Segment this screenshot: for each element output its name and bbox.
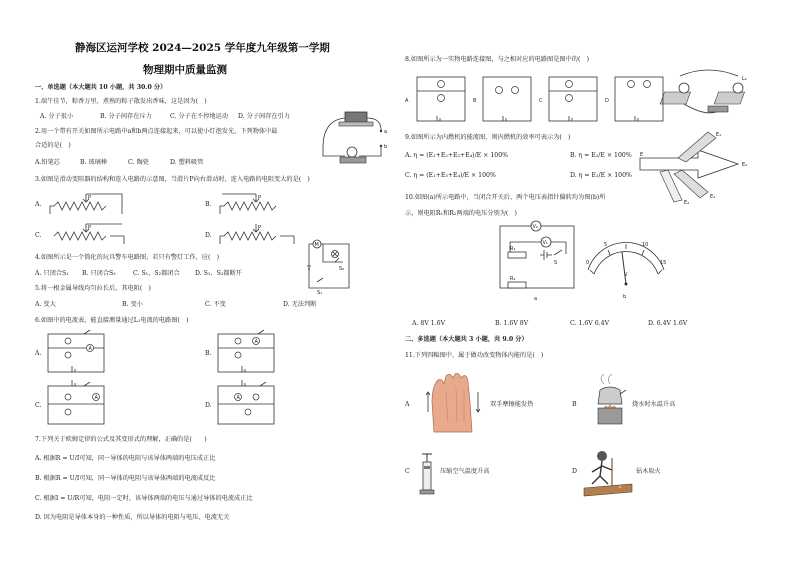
question-10-line1: 10.如图(a)所示电路中，当闭合开关后，两个电压表指针偏转均为图(b)所 [405,194,606,201]
switch-s2-icon [335,258,339,262]
q11-option-d-letter: D [572,468,577,475]
rheostat-figure-a [48,192,128,216]
steam-icon [601,374,612,384]
wood-log-icon [584,484,632,496]
question-7: 7.下列关于欧姆定律的公式及其变形式的理解，正确的是( ) [35,436,207,443]
svg-text:5: 5 [604,242,608,248]
question-1: 1.端午佳节，粽香万里，煮熟的粽子散发出香味，这是因为( ) [35,98,207,105]
q6-circuit-a [46,330,108,375]
needle-icon [622,252,626,284]
question-11: 11.下列四幅图中，属于做功改变物体内能的是( ) [405,352,544,359]
q4-option-a: A. 只闭合S₁ [35,270,69,277]
person-head [597,451,607,461]
q11-option-c-letter: C [405,468,410,475]
section-multiple-choice: 二、多选题（本大题共 3 小题，共 9.0 分） [405,336,528,343]
q4-circuit-figure [303,236,358,296]
exam-title-line2: 物理期中质量监测 [143,64,227,76]
q2-circuit-figure [315,108,390,170]
q10-circuit-a [496,222,578,300]
svg-text:S₁: S₁ [317,290,323,296]
q4-option-c: C. S₁、S₂都闭合 [133,270,180,277]
svg-text:E: E [640,152,644,158]
q11-option-c-caption: 压缩空气温度升高 [440,468,490,475]
svg-text:R₁: R₁ [510,246,516,252]
svg-text:V: V [624,272,628,278]
q11-option-a-letter: A [405,401,410,408]
q9-option-a: A. η = (E₁+E₂+E₃+E₄)/E × 100% [405,152,509,159]
svg-text:a: a [534,296,538,302]
question-10-line2: 示，则电阻R₁和R₂两端的电压分别为( ) [405,210,517,217]
q11-option-a-caption: 双手摩擦能发热 [490,401,534,408]
q7-option-d: D. 因为电阻是导体本身的一种性质，所以导体的电阻与电压、电流无关 [35,514,230,521]
svg-text:P: P [88,195,92,201]
q3-option-c: C. [35,232,42,239]
q1-option-c: C. 分子在不停地运动 [170,113,228,120]
q9-energy-flow-diagram [638,128,766,204]
svg-text:P: P [88,225,92,231]
q8-physical-circuit [668,66,768,118]
svg-text:10: 10 [642,242,649,248]
flame-icon [604,405,616,408]
exam-title-line1: 静海区运河学校 2024—2025 学年度九年级第一学期 [75,42,330,54]
rheostat-figure-b [218,192,298,216]
q6-circuit-c [46,382,108,427]
q1-option-b: B. 分子间存在斥力 [100,113,152,120]
svg-text:A: A [254,339,258,345]
q11-option-b-letter: B [572,401,577,408]
svg-text:L₂: L₂ [742,76,747,82]
q10-option-a: A. 8V 1.6V [412,320,446,327]
drill-wood-fire-illustration [582,448,634,496]
q5-option-b: B. 变小 [122,301,143,308]
question-3: 3.如图是滑动变阻器的结构和连入电路的示意图，当滑片P向右滑动时，连入电路的电阻变大的是( ) [35,176,310,183]
svg-text:V₁: V₁ [542,240,548,246]
question-4: 4.如图所示是一个简化的玩具警车电路图，若只有警灯工作，应( ) [35,254,219,261]
q4-option-b: B. 只闭合S₂ [82,270,116,277]
q11-option-b-caption: 烧水时水温升高 [632,401,676,408]
switch-s1-icon [317,278,323,282]
q9-option-c: C. η = (E₁+E₃+E₄)/E × 100% [405,172,496,179]
svg-text:E₄: E₄ [684,200,690,206]
question-2-line2: 合适的是( ) [35,142,71,149]
q10-option-d: D. 6.4V 1.6V [648,320,688,327]
q3-option-d: D. [205,232,212,239]
q10-voltmeter-dial [580,234,672,300]
q2-option-a: A.铅笔芯 [35,159,60,166]
q1-option-a: A. 分子很小 [40,113,74,120]
bulb-icon [347,147,357,157]
q4-option-d: D. S₁、S₂都断开 [195,270,242,277]
hands-rubbing-illustration [426,372,484,438]
svg-text:E₁: E₁ [716,132,722,138]
q10-option-c: C. 1.6V 6.4V [570,320,610,327]
svg-text:B: B [473,98,477,104]
svg-text:A: A [236,395,240,401]
up-arrow-icon [426,392,430,412]
rheostat-figure-c [48,222,128,246]
question-9: 9.如图所示为内燃机的能流图，则内燃机的效率可表示为( ) [405,134,571,141]
svg-text:0: 0 [586,260,590,266]
q3-option-b: B. [205,201,212,208]
q2-label-a: a [384,129,388,135]
svg-text:V₂: V₂ [532,224,538,230]
question-2-line1: 2.用一个带有开关如图所示电路中a和b两点连接起来，可以使小灯泡发光，下列物体中最 [35,128,278,135]
q7-option-b: B. 根据R = U/I可知，同一导体的电阻与该导体两端的电流成反比 [35,475,216,482]
q1-option-d: D. 分子间存在引力 [238,113,290,120]
q2-option-b: B. 玻璃棒 [80,159,108,166]
svg-text:E₃: E₃ [710,194,716,200]
q6-circuit-d [216,382,278,427]
svg-text:M: M [314,242,319,248]
down-arrow-icon [476,392,480,412]
svg-text:S₂: S₂ [339,266,345,272]
q5-option-c: C. 不变 [205,301,226,308]
svg-text:C: C [539,98,543,104]
svg-text:A: A [88,346,92,352]
q10-option-b: B. 1.6V 8V [495,320,529,327]
resistor-r2 [508,282,526,288]
q5-option-a: A. 变大 [35,301,56,308]
air-compression-illustration [418,452,436,496]
rheostat-figure-d [218,222,298,246]
svg-text:b: b [623,294,627,300]
q9-option-d: D. η = E₁/E × 100% [570,172,632,179]
q6-circuit-b [216,330,278,375]
kettle-icon [598,387,622,404]
q9-option-b: B. η = E₂/E × 100% [570,152,632,159]
question-8: 8.如图所示为一实物电路连接图，与之相对应的电路图是图中的( ) [405,56,589,63]
q11-option-d-caption: 钻木取火 [636,468,661,475]
svg-text:D: D [605,98,609,104]
svg-text:A: A [94,395,98,401]
q6-option-d: D. [205,402,212,409]
svg-text:E₂: E₂ [742,162,748,168]
q7-option-a: A. 根据R = U/I可知，同一导体的电阻与该导体两端的电压成正比 [35,455,216,462]
svg-text:P: P [258,225,262,231]
question-6: 6.如图中的电流表，能直接测量通过L₁电流的电路图( ) [35,317,189,324]
q5-option-d: D. 无法判断 [283,301,317,308]
section-single-choice: 一、单选题（本大题共 10 小题，共 30.0 分） [35,84,167,91]
q2-option-c: C. 陶瓷 [128,159,149,166]
q8-schematic-options [405,72,665,126]
resistor-r1 [508,252,526,258]
svg-text:P: P [258,195,262,201]
q2-option-d: D. 塑料吸管 [170,159,204,166]
switch-s-icon [554,250,562,255]
svg-text:A: A [405,98,409,104]
q2-label-b: b [384,144,388,150]
svg-text:R₂: R₂ [510,276,516,282]
q7-option-c: C. 根据I = U/R可知，电阻一定时，该导体两端的电压与通过导体的电流成正比 [35,495,253,502]
kettle-heating-illustration [592,374,628,430]
q6-option-c: C. [35,402,42,409]
svg-text:15: 15 [660,260,667,266]
q6-option-b: B. [205,350,212,357]
q6-option-a: A. [35,350,42,357]
question-5: 5.将一根金属导线均匀拉长后，其电阻( ) [35,285,151,292]
q3-option-a: A. [35,201,42,208]
svg-text:S: S [554,260,558,266]
